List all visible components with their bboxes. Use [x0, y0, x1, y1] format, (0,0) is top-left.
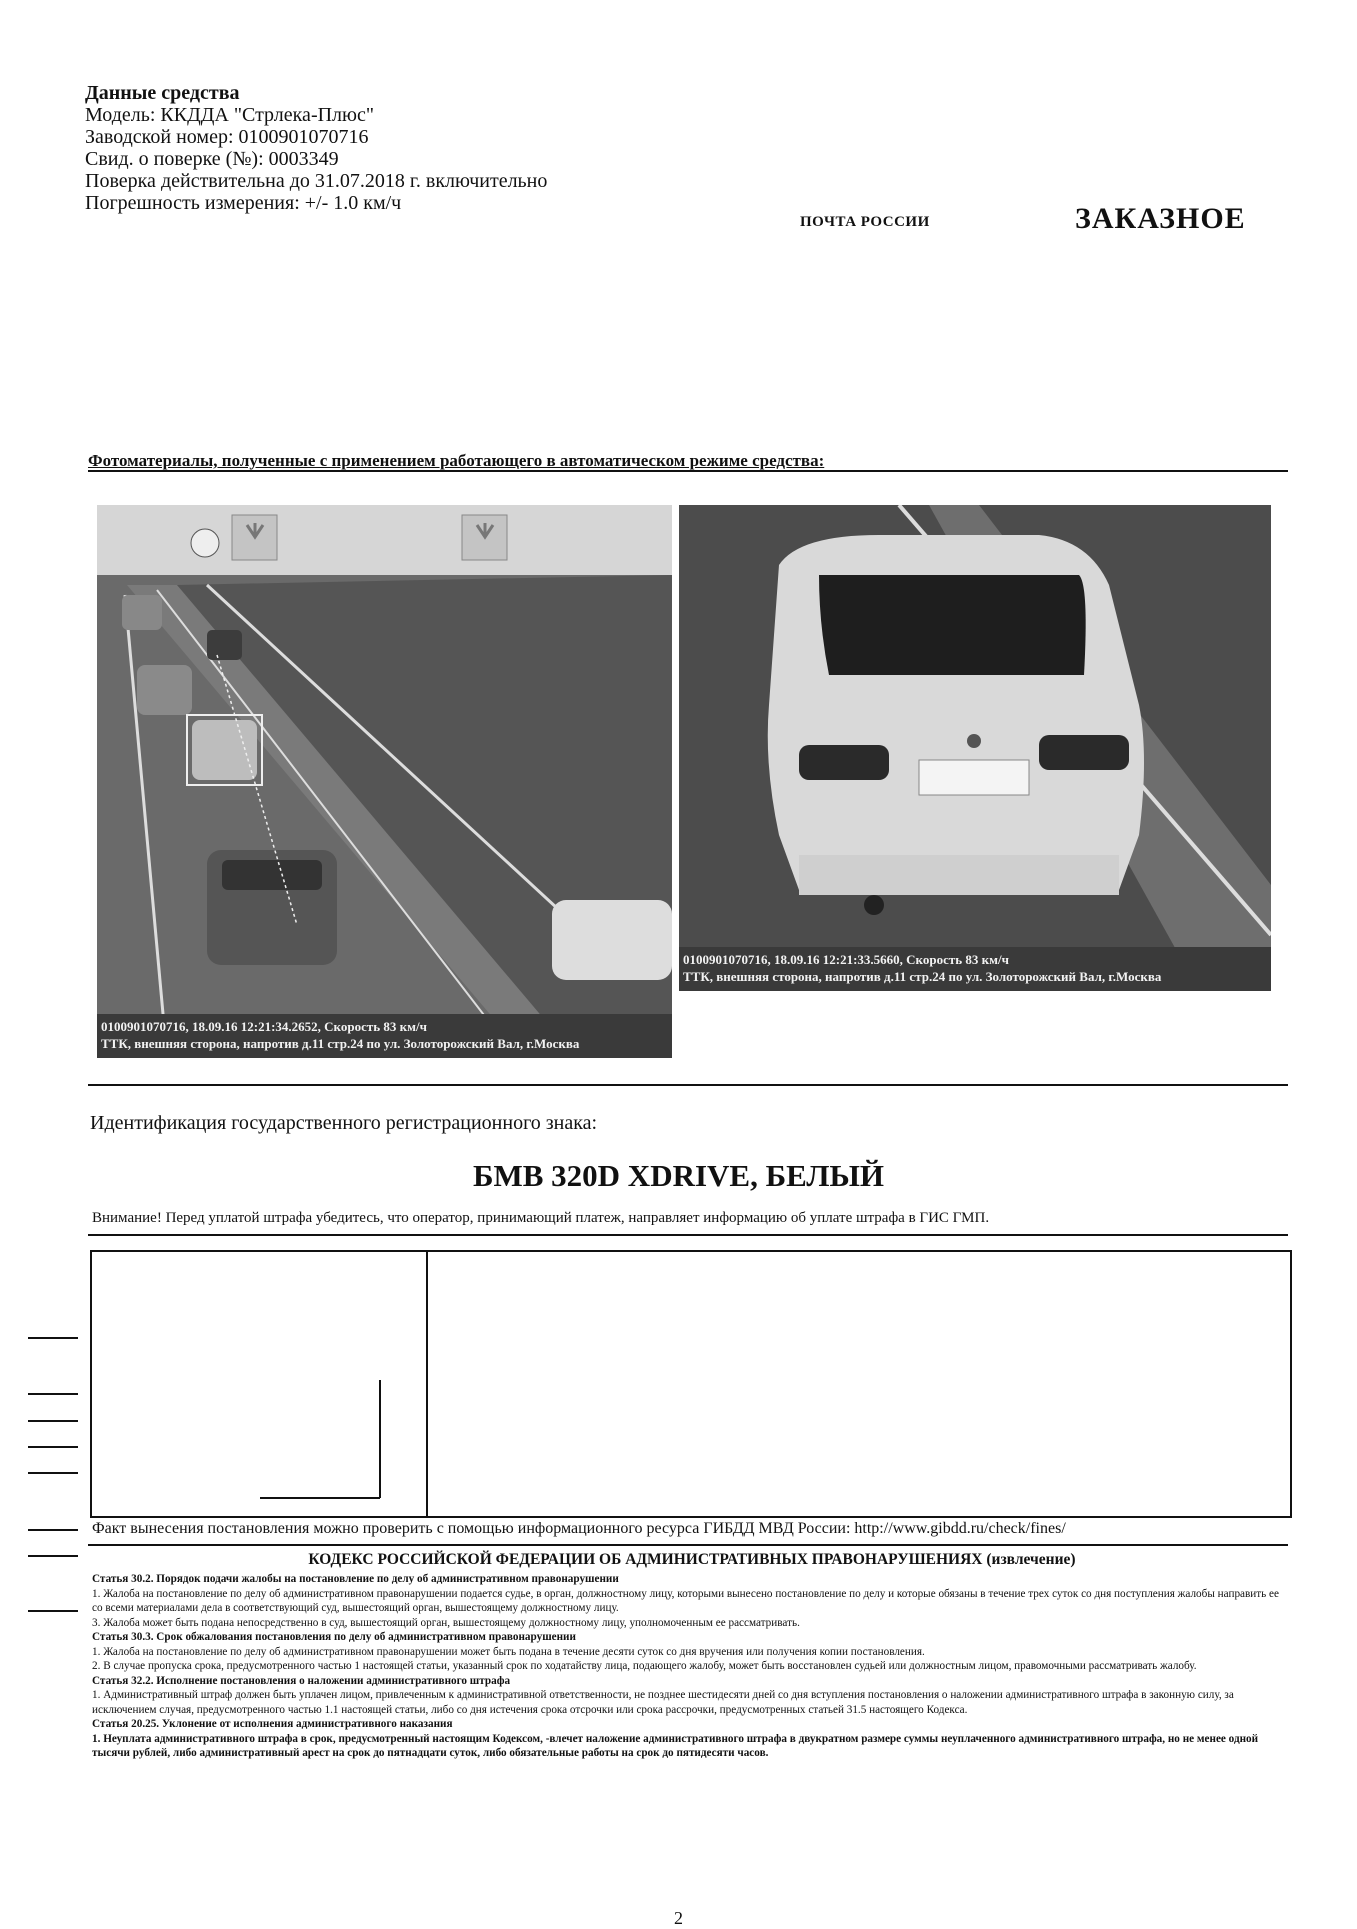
- corner-mark-horizontal: [260, 1497, 380, 1499]
- photo-closeup-caption-line2: ТТК, внешняя сторона, напротив д.11 стр.24 по ул. Золоторожский Вал, г.Москва: [683, 969, 1162, 984]
- device-serial: Заводской номер: 0100901070716: [85, 126, 369, 148]
- fact-check-text: Факт вынесения постановления можно проверить с помощью информационного ресурса ГИБДД МВД России: http://www.gibdd.ru/check/fines/: [92, 1520, 1066, 1537]
- photo-closeup-caption: [679, 947, 1271, 991]
- article-30-2-p3: 3. Жалоба может быть подана непосредственно в суд, вышестоящий орган, вышестоящему должностному лицу, уполномоченным ее рассматривать.: [92, 1616, 800, 1629]
- article-30-2-p1: 1. Жалоба на постановление по делу об административном правонарушении подается судье, в орган, должностному лицу, которыми вынесено постановление по делу и которые обязаны в течение трех суток со дня поступления жалобы направить ее со всеми материалами дела в соответствующий суд, вышестоящий орган, вышестоящему должностному лицу.: [92, 1587, 1279, 1614]
- post-label: ПОЧТА РОССИИ: [800, 214, 930, 230]
- article-30-3-p2: 2. В случае пропуска срока, предусмотренного частью 1 настоящей статьи, указанный срок по ходатайству лица, подающего жалобу, может быть восстановлен судьей или должностным лицом, правомочными рассматривать жалобу.: [92, 1660, 1197, 1672]
- fact-rule: [88, 1544, 1288, 1546]
- article-30-2-title: Статья 30.2. Порядок подачи жалобы на постановление по делу об административном правонарушении: [92, 1573, 619, 1585]
- payment-box: [90, 1250, 1292, 1518]
- margin-mark: [28, 1446, 78, 1448]
- margin-mark: [28, 1337, 78, 1339]
- article-32-2-p1: 1. Административный штраф должен быть уплачен лицом, привлеченным к административной ответственности, не позднее шестидесяти дней со дня вступления постановления о наложении административного штрафа в законную силу, за исключением случая, предусмотренного частью 1.1 настоящей статьи, либо со дня истечения срока отсрочки или срока рассрочки, предусмотренных статьей 31.5 настоящего Кодекса.: [92, 1689, 1234, 1716]
- law-heading: КОДЕКС РОССИЙСКОЙ ФЕДЕРАЦИИ ОБ АДМИНИСТРАТИВНЫХ ПРАВОНАРУШЕНИЯХ (извлечение): [308, 1551, 1076, 1568]
- identification-label: Идентификация государственного регистрационного знака:: [90, 1112, 598, 1134]
- photo-overview-caption-line2: ТТК, внешняя сторона, напротив д.11 стр.24 по ул. Золоторожский Вал, г.Москва: [101, 1036, 580, 1051]
- photos-title: Фотоматериалы, полученные с применением работающего в автоматическом режиме средства:: [88, 451, 825, 470]
- car-description: БМВ 320D XDRIVE, БЕЛЫЙ: [472, 1158, 885, 1193]
- photo-overview-caption: [97, 1014, 672, 1058]
- corner-mark-vertical: [379, 1380, 381, 1498]
- margin-mark: [28, 1555, 78, 1557]
- photos-bottom-rule: [88, 1084, 1288, 1086]
- photo-closeup-caption-line1: 0100901070716, 18.09.16 12:21:33.5660, Скорость 83 км/ч: [683, 952, 1009, 967]
- car-closeup: [679, 505, 1271, 991]
- margin-mark: [28, 1529, 78, 1531]
- margin-mark: [28, 1393, 78, 1395]
- photo-overview: [97, 505, 672, 1058]
- photos-title-rule: [88, 470, 1288, 472]
- article-20-25-title: Статья 20.25. Уклонение от исполнения административного наказания: [92, 1718, 453, 1730]
- article-32-2-title: Статья 32.2. Исполнение постановления о наложении административного штрафа: [92, 1674, 511, 1687]
- device-info: [85, 82, 547, 214]
- photo-overview-caption-line1: 0100901070716, 18.09.16 12:21:34.2652, Скорость 83 км/ч: [101, 1019, 427, 1034]
- registered-label: ЗАКАЗНОЕ: [1075, 202, 1246, 235]
- article-30-3-title: Статья 30.3. Срок обжалования постановления по делу об административном правонарушении: [92, 1631, 576, 1643]
- tunnel-scene: [97, 505, 672, 1058]
- article-30-3-p1: 1. Жалоба на постановление по делу об административном правонарушении может быть подана в течение десяти суток со дня вручения или получения копии постановления.: [92, 1645, 925, 1658]
- margin-mark: [28, 1610, 78, 1612]
- payment-box-divider: [426, 1252, 428, 1516]
- device-validity: Поверка действительна до 31.07.2018 г. включительно: [85, 170, 548, 192]
- device-error: Погрешность измерения: +/- 1.0 км/ч: [85, 192, 402, 214]
- law-excerpt: [92, 1550, 1292, 1761]
- device-title: Данные средства: [85, 82, 240, 104]
- page-number: 2: [674, 1908, 683, 1928]
- payment-warning: Внимание! Перед уплатой штрафа убедитесь, что оператор, принимающий платеж, направляет информацию об уплате штрафа в ГИС ГМП.: [92, 1210, 990, 1226]
- warning-rule: [88, 1234, 1288, 1236]
- device-model: Модель: ККДДА "Стрлека-Плюс": [85, 104, 375, 126]
- margin-mark: [28, 1472, 78, 1474]
- article-20-25-p1: 1. Неуплата административного штрафа в срок, предусмотренный настоящим Кодексом, -влечет наложение административного штрафа в двукратном размере суммы неуплаченного административного штрафа, но не менее одной тысячи рублей, либо административный арест на срок до пятнадцати суток, либо обязательные работы на срок до пятидесяти часов.: [92, 1732, 1259, 1759]
- device-certificate: Свид. о поверке (№): 0003349: [85, 148, 339, 170]
- margin-mark: [28, 1420, 78, 1422]
- photo-closeup: [679, 505, 1271, 991]
